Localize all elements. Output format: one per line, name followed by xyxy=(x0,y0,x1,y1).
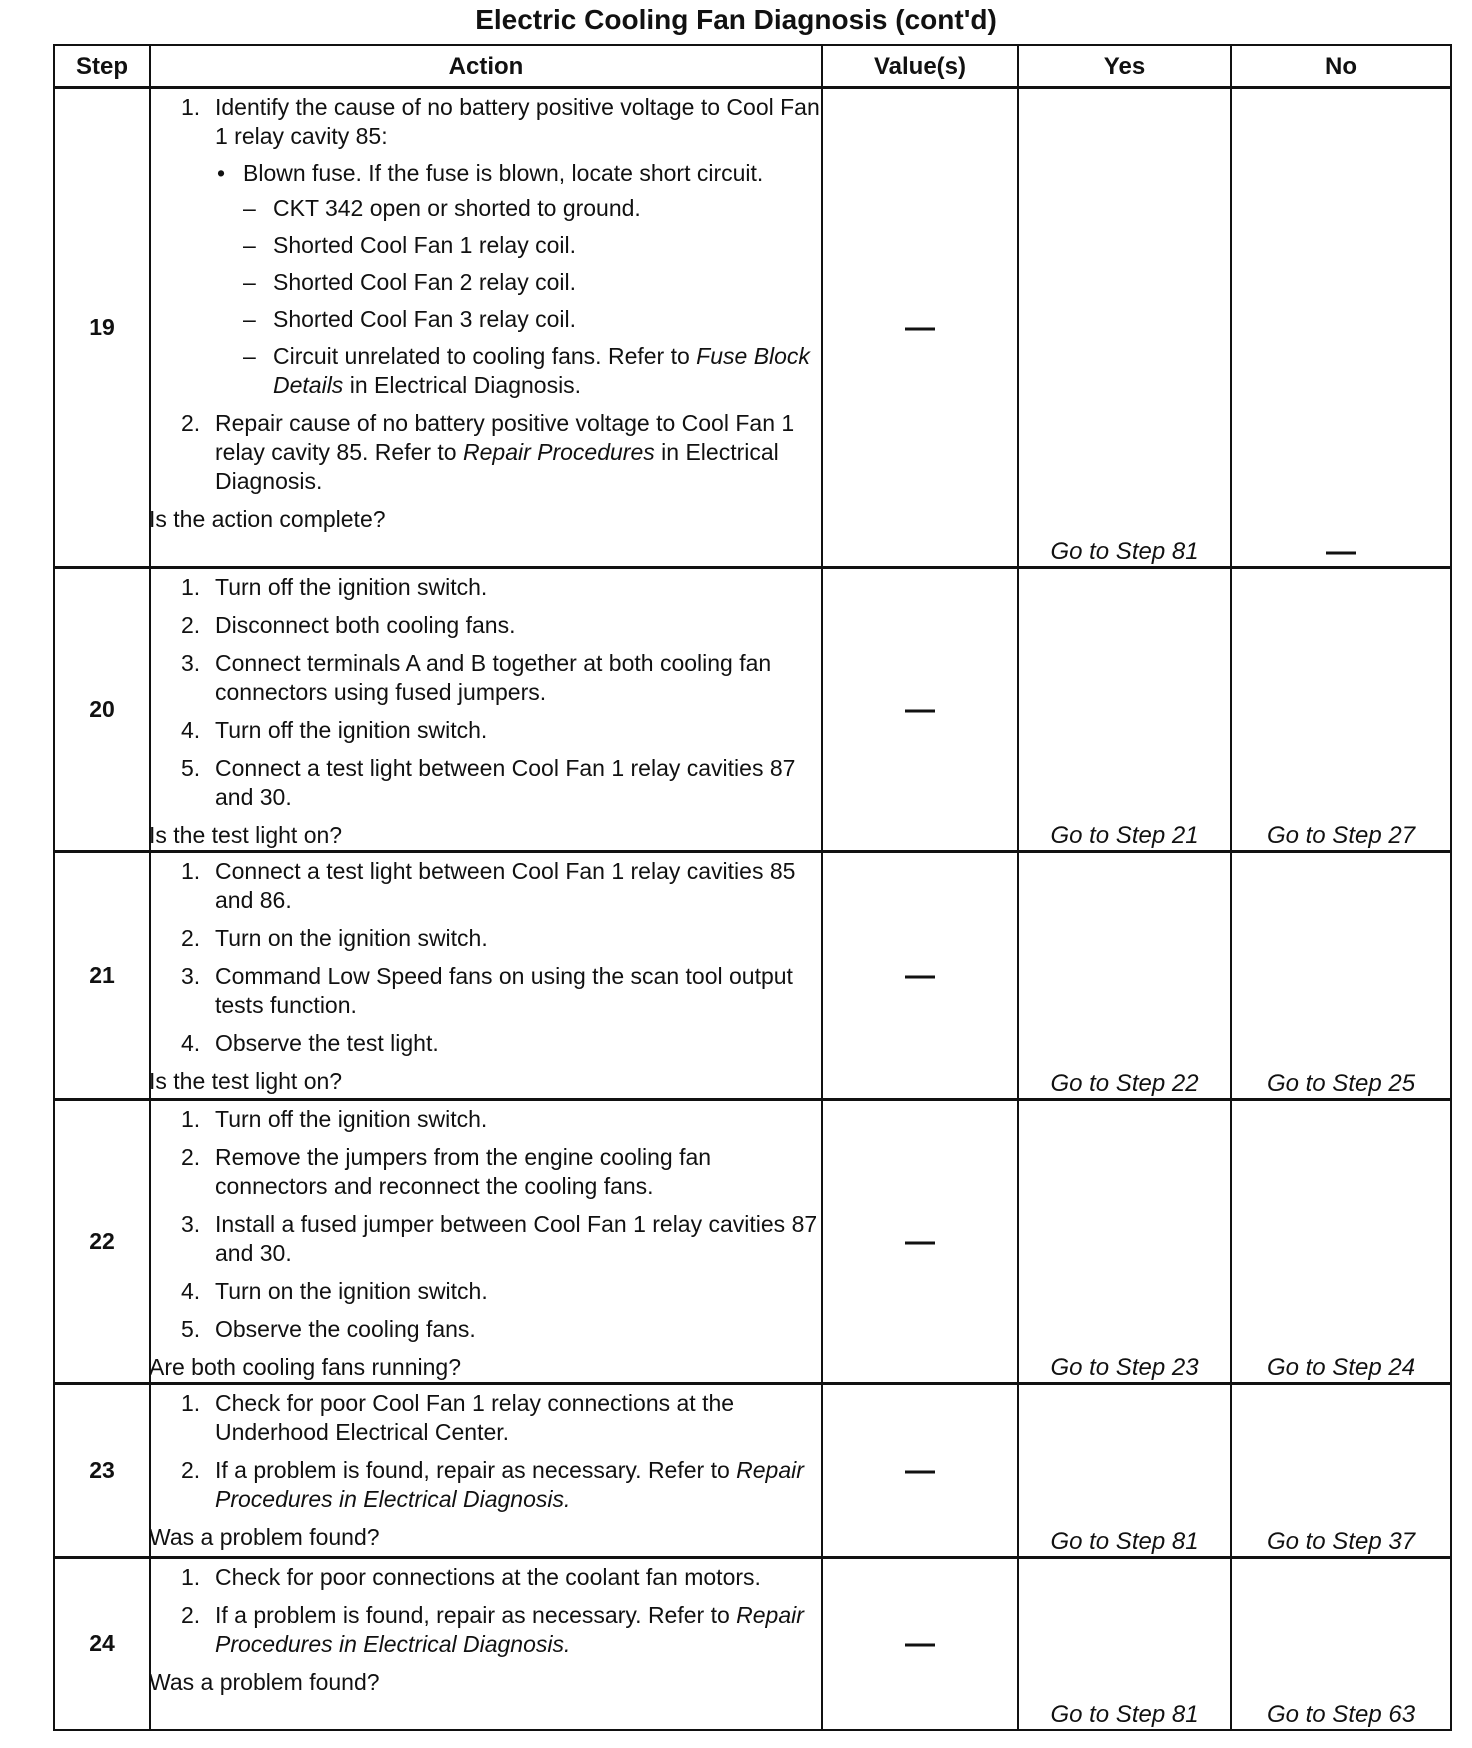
sub-dash: – xyxy=(243,269,256,295)
item-number: 1. xyxy=(181,1390,201,1416)
header-row xyxy=(54,45,1451,88)
action-item xyxy=(151,1563,821,1592)
yes-cell: Go to Step 81 xyxy=(1018,1384,1231,1558)
item-number: 5. xyxy=(181,755,201,781)
step-number: 22 xyxy=(54,1100,150,1384)
item-text: Turn off the ignition switch. xyxy=(215,1106,488,1132)
action-item xyxy=(151,573,821,602)
sub-text: Shorted Cool Fan 3 relay coil. xyxy=(273,306,576,332)
item-text: Check for poor connections at the coolant fan motors. xyxy=(215,1564,761,1590)
sub-dash: – xyxy=(243,195,256,221)
item-text: Connect terminals A and B together at both cooling fan connectors using fused jumpers. xyxy=(215,650,772,705)
item-text: Remove the jumpers from the engine cooling fan connectors and reconnect the cooling fans. xyxy=(215,1144,712,1199)
item-number: 1. xyxy=(181,1106,201,1132)
item-text-italic: Repair Procedures xyxy=(463,439,655,465)
item-number: 1. xyxy=(181,574,201,600)
bullet-text: Blown fuse. If the fuse is blown, locate short circuit. xyxy=(243,160,764,186)
no-cell: Go to Step 63 xyxy=(1231,1558,1451,1730)
item-text-pre: If a problem is found, repair as necessary. Refer to xyxy=(215,1457,737,1483)
sub-item xyxy=(243,305,821,334)
item-number: 2. xyxy=(181,925,201,951)
no-cell: Go to Step 37 xyxy=(1231,1384,1451,1558)
item-number: 3. xyxy=(181,963,201,989)
header-step: Step xyxy=(54,45,150,88)
step-row-21 xyxy=(54,852,1451,1100)
sub-item xyxy=(243,194,821,223)
value-cell: — xyxy=(822,88,1018,568)
action-item xyxy=(151,1143,821,1201)
sub-dash: – xyxy=(243,232,256,258)
item-text: Install a fused jumper between Cool Fan 1 relay cavities 87 and 30. xyxy=(215,1211,818,1266)
action-item xyxy=(151,1029,821,1058)
step-row-19 xyxy=(54,88,1451,568)
action-cell xyxy=(150,1558,822,1730)
question-text: Was a problem found? xyxy=(149,1669,380,1695)
action-item xyxy=(151,1210,821,1268)
no-cell: Go to Step 27 xyxy=(1231,568,1451,852)
item-text: Command Low Speed fans on using the scan tool output tests function. xyxy=(215,963,793,1018)
action-item xyxy=(151,1277,821,1306)
item-number: 4. xyxy=(181,1278,201,1304)
bullet-item xyxy=(213,159,821,400)
action-item xyxy=(151,1105,821,1134)
no-cell: Go to Step 24 xyxy=(1231,1100,1451,1384)
item-text-post: in Electrical Diagnosis. xyxy=(215,439,779,494)
sub-text-italic: Fuse Block Details xyxy=(273,343,810,398)
action-item xyxy=(151,962,821,1020)
action-item xyxy=(151,93,821,400)
action-item xyxy=(151,716,821,745)
item-number: 2. xyxy=(181,1144,201,1170)
action-item xyxy=(151,611,821,640)
header-action: Action xyxy=(150,45,822,88)
value-cell: — xyxy=(822,852,1018,1100)
action-item xyxy=(151,649,821,707)
item-number: 1. xyxy=(181,858,201,884)
step-number: 23 xyxy=(54,1384,150,1558)
page-title: Electric Cooling Fan Diagnosis (cont'd) xyxy=(475,4,997,35)
action-item xyxy=(151,754,821,812)
step-number: 20 xyxy=(54,568,150,852)
question-text: Is the action complete? xyxy=(149,506,386,532)
item-number: 4. xyxy=(181,717,201,743)
yes-cell: Go to Step 23 xyxy=(1018,1100,1231,1384)
sub-item xyxy=(243,231,821,260)
action-cell xyxy=(150,852,822,1100)
item-number: 2. xyxy=(181,1457,201,1483)
item-text: Disconnect both cooling fans. xyxy=(215,612,516,638)
value-cell: — xyxy=(822,1558,1018,1730)
item-text: Check for poor Cool Fan 1 relay connections at the Underhood Electrical Center. xyxy=(215,1390,735,1445)
yes-cell: Go to Step 22 xyxy=(1018,852,1231,1100)
action-item xyxy=(151,857,821,915)
item-text-pre: If a problem is found, repair as necessary. Refer to xyxy=(215,1602,737,1628)
step-row-23 xyxy=(54,1384,1451,1558)
sub-item xyxy=(243,268,821,297)
yes-cell: Go to Step 21 xyxy=(1018,568,1231,852)
item-text: Observe the cooling fans. xyxy=(215,1316,476,1342)
item-number: 3. xyxy=(181,1211,201,1237)
header-value: Value(s) xyxy=(822,45,1018,88)
item-text: Connect a test light between Cool Fan 1 relay cavities 85 and 86. xyxy=(215,858,796,913)
item-text: Observe the test light. xyxy=(215,1030,439,1056)
item-number: 3. xyxy=(181,650,201,676)
item-number: 1. xyxy=(181,1564,201,1590)
step-number: 24 xyxy=(54,1558,150,1730)
step-row-24 xyxy=(54,1558,1451,1730)
item-text-italic: Repair Procedures in Electrical Diagnosis. xyxy=(215,1602,804,1657)
item-text-pre: Repair cause of no battery positive voltage to Cool Fan 1 relay cavity 85. Refer to xyxy=(215,410,795,465)
action-item xyxy=(151,1456,821,1514)
sub-text-pre: Circuit unrelated to cooling fans. Refer to xyxy=(273,343,697,369)
sub-dash: – xyxy=(243,343,256,369)
yes-cell: Go to Step 81 xyxy=(1018,1558,1231,1730)
action-item xyxy=(151,1315,821,1344)
action-cell xyxy=(150,1384,822,1558)
question-text: Is the test light on? xyxy=(149,1068,343,1094)
item-text: Identify the cause of no battery positive voltage to Cool Fan 1 relay cavity 85: xyxy=(215,94,820,149)
item-text: Turn on the ignition switch. xyxy=(215,925,488,951)
yes-cell: Go to Step 81 xyxy=(1018,88,1231,568)
no-cell: Go to Step 25 xyxy=(1231,852,1451,1100)
action-cell xyxy=(150,568,822,852)
bullet-dot: • xyxy=(217,160,226,186)
step-row-20 xyxy=(54,568,1451,852)
sub-text: CKT 342 open or shorted to ground. xyxy=(273,195,641,221)
value-cell: — xyxy=(822,1100,1018,1384)
item-number: 2. xyxy=(181,1602,201,1628)
item-text: Turn on the ignition switch. xyxy=(215,1278,488,1304)
action-cell xyxy=(150,88,822,568)
diagnosis-table xyxy=(53,44,1452,1731)
sub-dash: – xyxy=(243,306,256,332)
sub-item xyxy=(243,342,821,400)
question-text: Are both cooling fans running? xyxy=(149,1354,461,1380)
action-item xyxy=(151,409,821,496)
item-number: 5. xyxy=(181,1316,201,1342)
action-cell xyxy=(150,1100,822,1384)
value-cell: — xyxy=(822,568,1018,852)
no-cell: — xyxy=(1231,88,1451,568)
item-text: Turn off the ignition switch. xyxy=(215,574,488,600)
action-item xyxy=(151,1389,821,1447)
item-number: 4. xyxy=(181,1030,201,1056)
question-text: Is the test light on? xyxy=(149,822,343,848)
sub-text: Shorted Cool Fan 2 relay coil. xyxy=(273,269,576,295)
item-text: Turn off the ignition switch. xyxy=(215,717,488,743)
action-item xyxy=(151,924,821,953)
step-number: 21 xyxy=(54,852,150,1100)
question-text: Was a problem found? xyxy=(149,1524,380,1550)
item-text-italic: Repair Procedures in Electrical Diagnosis. xyxy=(215,1457,804,1512)
item-number: 1. xyxy=(181,94,201,120)
sub-text: Shorted Cool Fan 1 relay coil. xyxy=(273,232,576,258)
item-number: 2. xyxy=(181,410,201,436)
step-row-22 xyxy=(54,1100,1451,1384)
action-item xyxy=(151,1601,821,1659)
step-number: 19 xyxy=(54,88,150,568)
header-yes: Yes xyxy=(1018,45,1231,88)
value-cell: — xyxy=(822,1384,1018,1558)
sub-text-post: in Electrical Diagnosis. xyxy=(343,372,582,398)
item-text: Connect a test light between Cool Fan 1 relay cavities 87 and 30. xyxy=(215,755,796,810)
header-no: No xyxy=(1231,45,1451,88)
item-number: 2. xyxy=(181,612,201,638)
